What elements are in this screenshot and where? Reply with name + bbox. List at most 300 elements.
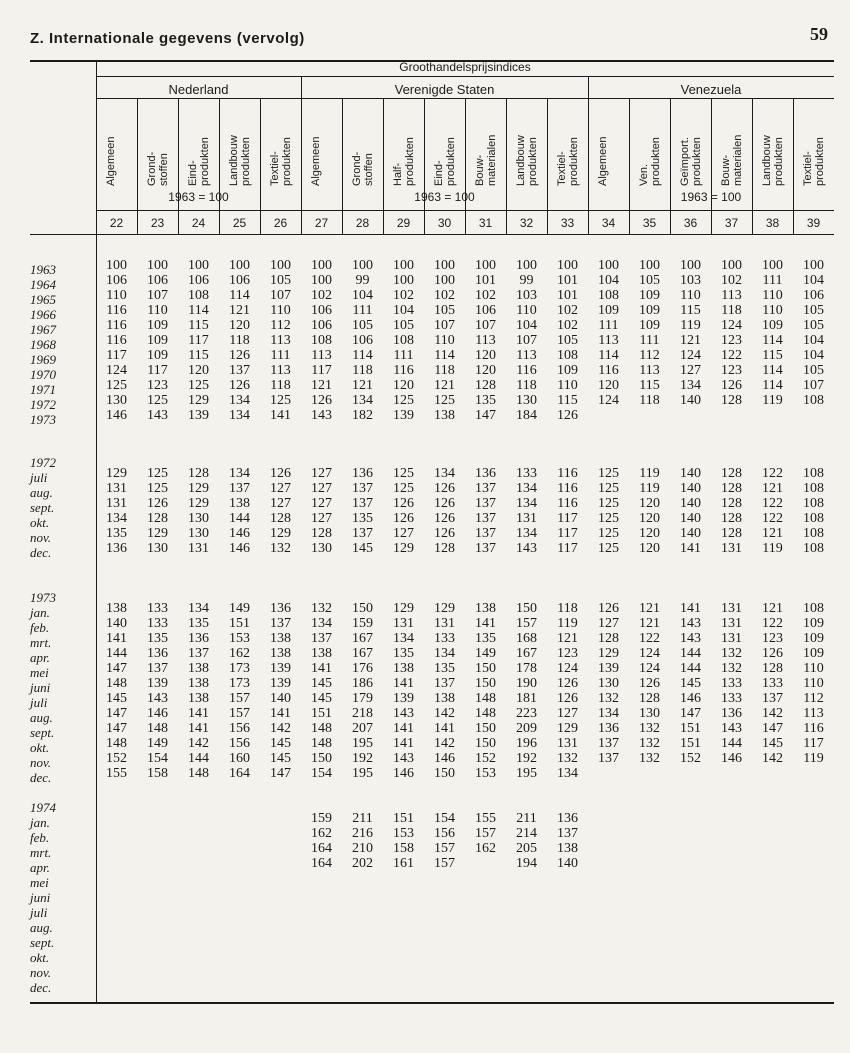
table-cell: 136 <box>557 811 578 826</box>
column-number: 32 <box>519 216 534 230</box>
column-heading: Half- produkten <box>392 137 416 186</box>
base-year-label: 1963 = 100 <box>168 190 229 204</box>
column-number: 31 <box>478 216 493 230</box>
table-cell: 130 <box>188 511 209 526</box>
table-cell: 113 <box>639 363 660 378</box>
table-cell: 129 <box>393 541 414 556</box>
row-label: aug. <box>30 485 53 500</box>
table-cell: 102 <box>475 288 496 303</box>
table-cell: 145 <box>762 736 783 751</box>
table-cell: 134 <box>229 466 250 481</box>
table-cell: 104 <box>598 273 619 288</box>
column-number: 26 <box>273 216 288 230</box>
table-cell: 130 <box>147 541 168 556</box>
table-cell: 138 <box>475 601 496 616</box>
column-separator <box>219 98 220 234</box>
table-cell: 148 <box>188 766 209 781</box>
table-cell: 116 <box>803 721 824 736</box>
table-cell: 123 <box>557 646 578 661</box>
table-cell: 100 <box>393 273 414 288</box>
table-cell: 145 <box>352 541 373 556</box>
row-label: nov. <box>30 755 52 770</box>
table-cell: 141 <box>393 721 414 736</box>
table-cell: 131 <box>106 481 127 496</box>
table-cell: 149 <box>229 601 250 616</box>
column-heading: Landbouw produkten <box>515 135 539 186</box>
table-cell: 142 <box>188 736 209 751</box>
table-cell: 159 <box>311 811 332 826</box>
table-cell: 133 <box>434 631 455 646</box>
table-cell: 152 <box>106 751 127 766</box>
table-cell: 127 <box>311 466 332 481</box>
table-cell: 109 <box>147 348 168 363</box>
table-cell: 106 <box>106 273 127 288</box>
table-cell: 113 <box>598 333 619 348</box>
table-cell: 100 <box>639 258 660 273</box>
table-cell: 136 <box>598 721 619 736</box>
table-cell: 121 <box>680 333 701 348</box>
table-cell: 211 <box>516 811 537 826</box>
row-label: 1967 <box>30 322 56 337</box>
column-number: 34 <box>601 216 616 230</box>
table-cell: 102 <box>311 288 332 303</box>
row-label: sept. <box>30 500 55 515</box>
table-cell: 148 <box>106 736 127 751</box>
table-cell: 141 <box>434 721 455 736</box>
row-label: feb. <box>30 830 50 845</box>
table-cell: 109 <box>639 303 660 318</box>
table-cell: 132 <box>721 661 742 676</box>
table-cell: 102 <box>557 318 578 333</box>
table-cell: 144 <box>680 661 701 676</box>
table-cell: 157 <box>516 616 537 631</box>
table-cell: 134 <box>557 766 578 781</box>
table-cell: 126 <box>434 496 455 511</box>
column-number: 37 <box>724 216 739 230</box>
table-cell: 110 <box>270 303 291 318</box>
table-cell: 184 <box>516 408 537 423</box>
table-cell: 115 <box>188 318 209 333</box>
table-cell: 147 <box>762 721 783 736</box>
table-cell: 137 <box>311 631 332 646</box>
column-heading: Grond- stoffen <box>351 151 375 186</box>
table-cell: 138 <box>229 496 250 511</box>
table-cell: 167 <box>352 631 373 646</box>
table-cell: 118 <box>639 393 660 408</box>
table-cell: 157 <box>434 856 455 871</box>
table-cell: 143 <box>516 541 537 556</box>
row-label: 1964 <box>30 277 56 292</box>
column-separator <box>506 98 507 234</box>
table-cell: 158 <box>393 841 414 856</box>
table-cell: 128 <box>270 511 291 526</box>
table-cell: 134 <box>106 511 127 526</box>
table-cell: 131 <box>434 616 455 631</box>
table-cell: 120 <box>475 348 496 363</box>
table-cell: 126 <box>762 646 783 661</box>
row-label: okt. <box>30 515 50 530</box>
column-heading: Eind- produkten <box>187 137 211 186</box>
row-label: feb. <box>30 620 50 635</box>
table-cell: 151 <box>393 811 414 826</box>
table-cell: 130 <box>516 393 537 408</box>
table-cell: 135 <box>434 661 455 676</box>
table-cell: 136 <box>352 466 373 481</box>
table-cell: 155 <box>106 766 127 781</box>
table-cell: 112 <box>803 691 824 706</box>
table-cell: 139 <box>270 661 291 676</box>
table-cell: 150 <box>475 736 496 751</box>
table-cell: 106 <box>147 273 168 288</box>
table-cell: 101 <box>557 273 578 288</box>
table-cell: 131 <box>393 616 414 631</box>
table-cell: 110 <box>803 676 824 691</box>
row-label: 1972 <box>30 455 56 470</box>
table-cell: 104 <box>803 333 824 348</box>
table-cell: 142 <box>270 721 291 736</box>
table-cell: 133 <box>147 601 168 616</box>
table-cell: 138 <box>557 841 578 856</box>
table-cell: 156 <box>434 826 455 841</box>
table-cell: 148 <box>475 706 496 721</box>
table-cell: 124 <box>106 363 127 378</box>
row-label: 1971 <box>30 382 56 397</box>
table-cell: 141 <box>270 706 291 721</box>
table-cell: 128 <box>721 393 742 408</box>
table-cell: 167 <box>516 646 537 661</box>
table-cell: 190 <box>516 676 537 691</box>
table-cell: 141 <box>393 736 414 751</box>
table-cell: 178 <box>516 661 537 676</box>
table-cell: 205 <box>516 841 537 856</box>
table-cell: 109 <box>147 333 168 348</box>
table-cell: 136 <box>475 466 496 481</box>
column-heading: Eind- produkten <box>433 137 457 186</box>
table-cell: 143 <box>680 631 701 646</box>
table-cell: 137 <box>475 481 496 496</box>
column-heading: Textiel- produkten <box>556 137 580 186</box>
table-cell: 141 <box>393 676 414 691</box>
table-cell: 143 <box>147 691 168 706</box>
table-cell: 115 <box>639 378 660 393</box>
table-cell: 130 <box>598 676 619 691</box>
table-cell: 116 <box>557 466 578 481</box>
table-cell: 157 <box>475 826 496 841</box>
table-cell: 100 <box>557 258 578 273</box>
table-cell: 125 <box>188 378 209 393</box>
table-cell: 146 <box>434 751 455 766</box>
row-label: sept. <box>30 725 55 740</box>
table-cell: 117 <box>557 511 578 526</box>
table-cell: 108 <box>393 333 414 348</box>
table-cell: 223 <box>516 706 537 721</box>
table-cell: 124 <box>639 646 660 661</box>
table-cell: 136 <box>270 601 291 616</box>
table-cell: 150 <box>475 721 496 736</box>
table-cell: 115 <box>557 393 578 408</box>
table-cell: 108 <box>598 288 619 303</box>
table-cell: 110 <box>147 303 168 318</box>
table-cell: 113 <box>803 706 824 721</box>
table-cell: 127 <box>311 511 332 526</box>
table-cell: 127 <box>270 496 291 511</box>
country-separator <box>301 77 302 234</box>
table-cell: 128 <box>188 466 209 481</box>
column-number: 22 <box>109 216 124 230</box>
table-cell: 102 <box>557 303 578 318</box>
table-cell: 146 <box>229 526 250 541</box>
table-cell: 105 <box>639 273 660 288</box>
table-cell: 137 <box>352 481 373 496</box>
page-title: Z. Internationale gegevens (vervolg) <box>30 30 305 47</box>
table-cell: 136 <box>721 706 742 721</box>
colnum-bottom-rule <box>30 234 834 235</box>
table-cell: 135 <box>475 393 496 408</box>
table-cell: 207 <box>352 721 373 736</box>
table-cell: 132 <box>311 601 332 616</box>
row-label: 1970 <box>30 367 56 382</box>
table-cell: 120 <box>229 318 250 333</box>
table-cell: 136 <box>188 631 209 646</box>
table-cell: 150 <box>434 766 455 781</box>
table-cell: 109 <box>803 631 824 646</box>
table-cell: 100 <box>106 258 127 273</box>
table-cell: 147 <box>475 408 496 423</box>
table-cell: 153 <box>393 826 414 841</box>
table-cell: 117 <box>803 736 824 751</box>
table-cell: 117 <box>557 541 578 556</box>
table-cell: 147 <box>270 766 291 781</box>
table-cell: 118 <box>721 303 742 318</box>
column-separator <box>137 98 138 234</box>
table-cell: 147 <box>106 706 127 721</box>
table-cell: 131 <box>557 736 578 751</box>
table-cell: 100 <box>188 258 209 273</box>
row-label: 1963 <box>30 262 56 277</box>
table-cell: 143 <box>393 706 414 721</box>
column-number: 30 <box>437 216 452 230</box>
table-cell: 137 <box>475 541 496 556</box>
table-cell: 119 <box>762 541 783 556</box>
table-cell: 114 <box>762 378 783 393</box>
table-cell: 129 <box>434 601 455 616</box>
table-cell: 140 <box>680 526 701 541</box>
table-cell: 100 <box>516 258 537 273</box>
table-cell: 127 <box>598 616 619 631</box>
table-cell: 129 <box>393 601 414 616</box>
table-cell: 164 <box>229 766 250 781</box>
table-cell: 112 <box>270 318 291 333</box>
table-cell: 108 <box>803 511 824 526</box>
table-cell: 117 <box>557 526 578 541</box>
table-cell: 157 <box>229 691 250 706</box>
table-cell: 141 <box>680 601 701 616</box>
column-heading: Ven. produkten <box>638 137 662 186</box>
table-cell: 120 <box>639 541 660 556</box>
column-heading: Grond- stoffen <box>146 151 170 186</box>
table-cell: 126 <box>721 378 742 393</box>
table-cell: 116 <box>106 303 127 318</box>
table-cell: 117 <box>147 363 168 378</box>
table-cell: 109 <box>803 646 824 661</box>
table-cell: 109 <box>557 363 578 378</box>
table-cell: 108 <box>803 601 824 616</box>
page-number: 59 <box>810 24 828 44</box>
table-cell: 115 <box>188 348 209 363</box>
table-cell: 118 <box>270 378 291 393</box>
table-cell: 134 <box>311 616 332 631</box>
table-cell: 196 <box>516 736 537 751</box>
column-separator <box>711 98 712 234</box>
table-cell: 147 <box>106 721 127 736</box>
base-year-label: 1963 = 100 <box>680 190 742 204</box>
table-cell: 173 <box>229 676 250 691</box>
table-cell: 137 <box>147 661 168 676</box>
column-heading: Textiel- produkten <box>269 137 293 186</box>
table-cell: 125 <box>598 526 619 541</box>
table-cell: 117 <box>188 333 209 348</box>
table-cell: 121 <box>352 378 373 393</box>
table-cell: 130 <box>106 393 127 408</box>
table-cell: 152 <box>680 751 701 766</box>
table-cell: 194 <box>516 856 537 871</box>
table-cell: 132 <box>639 751 660 766</box>
table-cell: 116 <box>516 363 537 378</box>
table-cell: 134 <box>516 526 537 541</box>
table-cell: 134 <box>352 393 373 408</box>
table-cell: 110 <box>106 288 127 303</box>
column-number: 38 <box>765 216 780 230</box>
table-cell: 128 <box>475 378 496 393</box>
table-cell: 153 <box>229 631 250 646</box>
table-cell: 118 <box>229 333 250 348</box>
table-cell: 100 <box>762 258 783 273</box>
table-cell: 126 <box>393 511 414 526</box>
table-cell: 125 <box>598 496 619 511</box>
row-label: apr. <box>30 650 50 665</box>
table-cell: 138 <box>393 661 414 676</box>
table-cell: 122 <box>762 466 783 481</box>
row-label: jan. <box>30 815 50 830</box>
table-cell: 125 <box>598 481 619 496</box>
table-cell: 146 <box>147 706 168 721</box>
table-cell: 137 <box>229 481 250 496</box>
table-cell: 192 <box>516 751 537 766</box>
table-cell: 120 <box>639 511 660 526</box>
table-cell: 126 <box>434 511 455 526</box>
table-cell: 143 <box>680 616 701 631</box>
table-cell: 145 <box>311 676 332 691</box>
table-cell: 158 <box>147 766 168 781</box>
table-cell: 128 <box>639 691 660 706</box>
table-cell: 121 <box>639 601 660 616</box>
table-cell: 137 <box>475 496 496 511</box>
table-cell: 114 <box>762 363 783 378</box>
table-cell: 110 <box>762 288 783 303</box>
table-cell: 118 <box>352 363 373 378</box>
table-cell: 117 <box>311 363 332 378</box>
table-cell: 144 <box>188 751 209 766</box>
table-cell: 131 <box>721 616 742 631</box>
column-separator <box>342 98 343 234</box>
table-cell: 142 <box>762 706 783 721</box>
table-cell: 119 <box>803 751 824 766</box>
table-cell: 162 <box>229 646 250 661</box>
table-cell: 138 <box>106 601 127 616</box>
column-separator <box>629 98 630 234</box>
table-cell: 99 <box>355 273 370 288</box>
table-cell: 106 <box>188 273 209 288</box>
table-cell: 209 <box>516 721 537 736</box>
table-cell: 125 <box>147 466 168 481</box>
table-cell: 159 <box>352 616 373 631</box>
table-cell: 103 <box>680 273 701 288</box>
column-number: 27 <box>314 216 329 230</box>
table-cell: 100 <box>721 258 742 273</box>
table-cell: 128 <box>762 661 783 676</box>
column-separator <box>793 98 794 234</box>
table-cell: 119 <box>557 616 578 631</box>
table-cell: 113 <box>270 363 291 378</box>
table-cell: 108 <box>311 333 332 348</box>
column-heading: Bouw- materialen <box>720 134 744 186</box>
table-cell: 146 <box>229 541 250 556</box>
table-cell: 104 <box>516 318 537 333</box>
table-cell: 106 <box>803 288 824 303</box>
table-cell: 128 <box>721 481 742 496</box>
table-cell: 100 <box>270 258 291 273</box>
table-cell: 105 <box>803 318 824 333</box>
table-cell: 115 <box>680 303 701 318</box>
table-cell: 141 <box>106 631 127 646</box>
table-cell: 126 <box>557 676 578 691</box>
table-cell: 134 <box>434 646 455 661</box>
row-label: juli <box>30 470 48 485</box>
table-cell: 134 <box>229 393 250 408</box>
table-cell: 131 <box>721 601 742 616</box>
table-cell: 107 <box>270 288 291 303</box>
table-cell: 111 <box>598 318 619 333</box>
table-cell: 129 <box>188 496 209 511</box>
table-cell: 131 <box>721 631 742 646</box>
row-label: okt. <box>30 740 50 755</box>
table-cell: 107 <box>516 333 537 348</box>
row-label: mrt. <box>30 635 52 650</box>
table-cell: 112 <box>639 348 660 363</box>
column-heading: Algemeen <box>597 136 609 186</box>
table-cell: 182 <box>352 408 373 423</box>
table-cell: 122 <box>762 511 783 526</box>
table-cell: 103 <box>516 288 537 303</box>
table-cell: 125 <box>147 481 168 496</box>
table-cell: 135 <box>393 646 414 661</box>
table-cell: 127 <box>270 481 291 496</box>
table-cell: 100 <box>680 258 701 273</box>
table-cell: 138 <box>434 408 455 423</box>
table-cell: 118 <box>434 363 455 378</box>
table-cell: 110 <box>516 303 537 318</box>
table-cell: 160 <box>229 751 250 766</box>
table-cell: 108 <box>803 541 824 556</box>
table-cell: 100 <box>475 258 496 273</box>
table-cell: 143 <box>721 721 742 736</box>
table-cell: 102 <box>434 288 455 303</box>
table-cell: 119 <box>680 318 701 333</box>
table-cell: 146 <box>721 751 742 766</box>
table-cell: 137 <box>598 751 619 766</box>
table-cell: 138 <box>270 631 291 646</box>
table-cell: 115 <box>762 348 783 363</box>
